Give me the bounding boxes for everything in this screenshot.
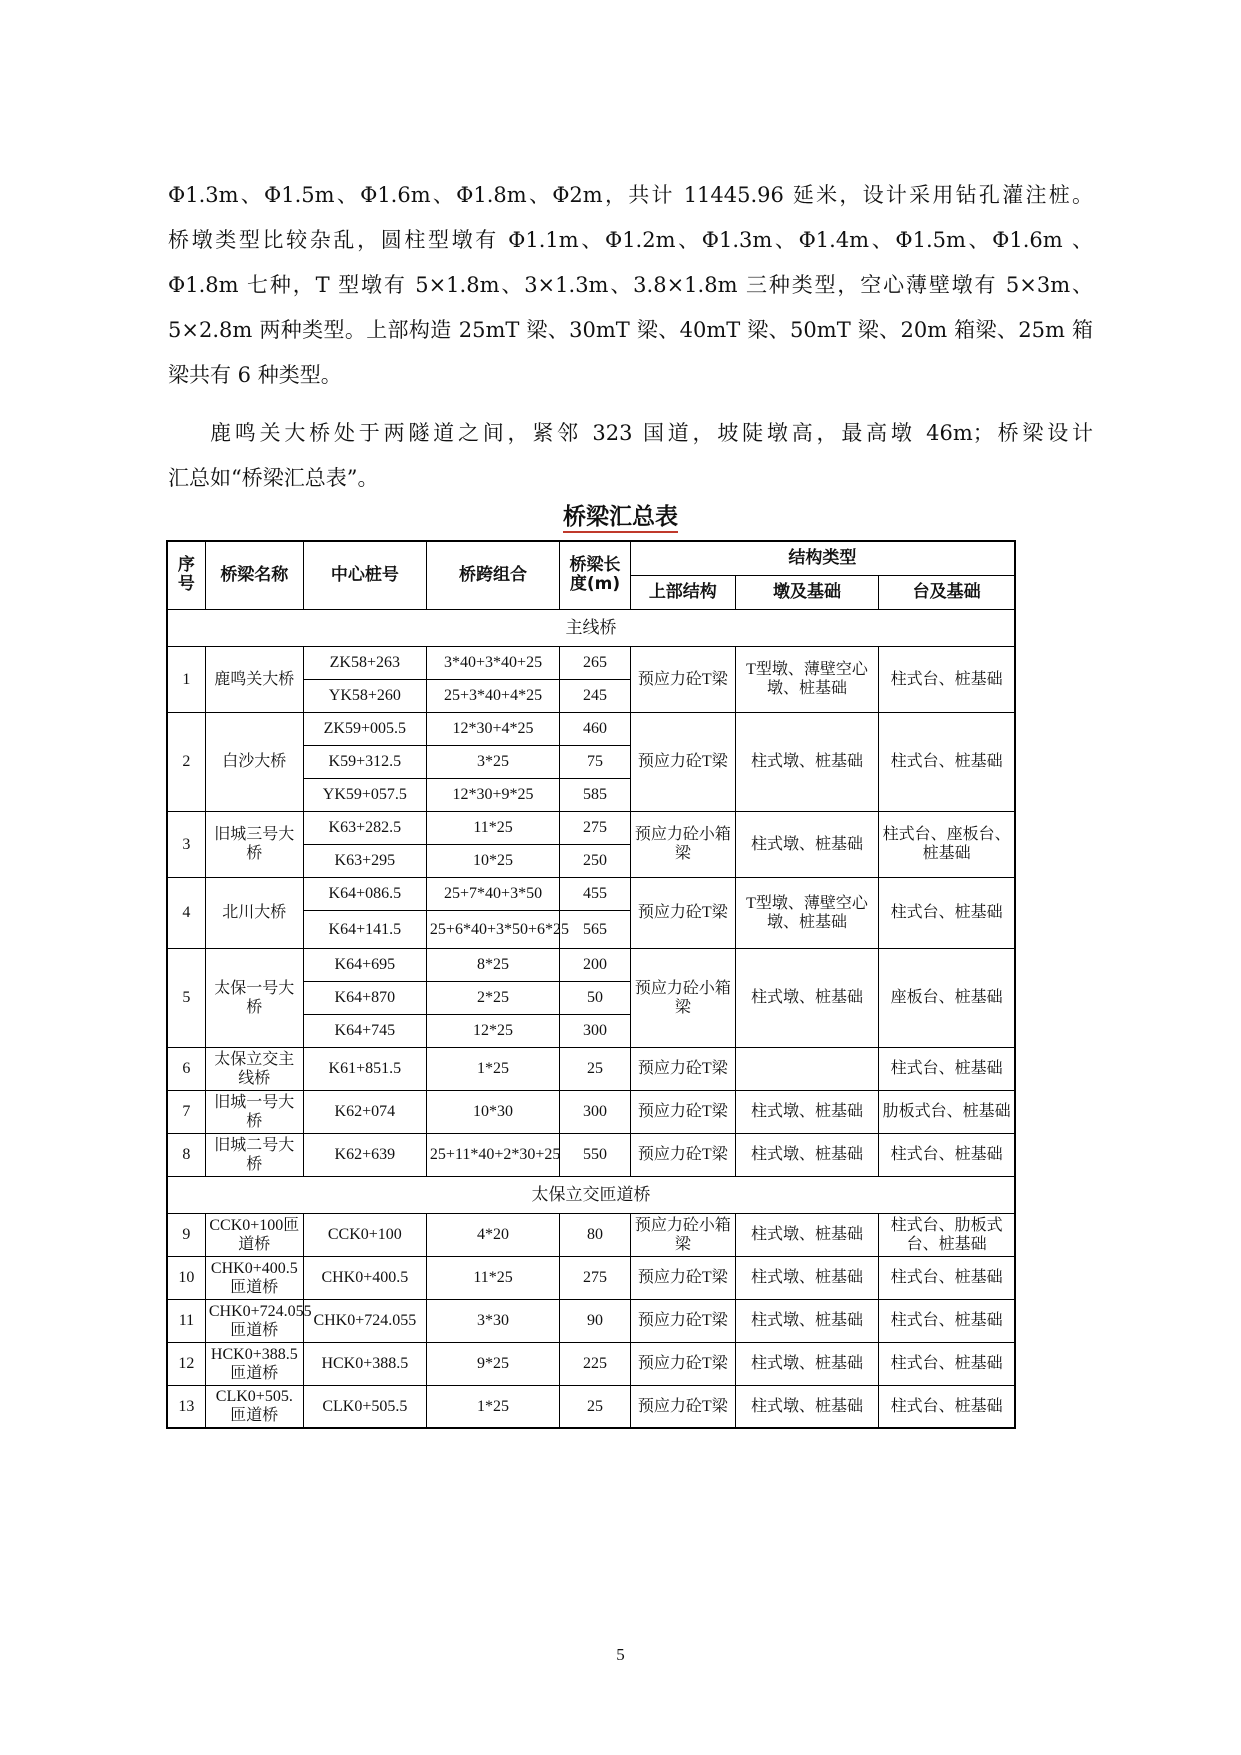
cell-name: CLK0+505.匝道桥	[205, 1385, 303, 1428]
cell-station: CHK0+400.5	[303, 1256, 426, 1299]
paragraph-piles	[168, 173, 1093, 398]
cell-seq: 2	[167, 712, 205, 811]
cell-seq: 3	[167, 811, 205, 877]
table-row	[167, 1047, 1015, 1090]
table-row	[167, 712, 1015, 745]
table-row	[167, 1256, 1015, 1299]
bridge-summary-table	[166, 540, 1016, 1429]
cell-span: 12*30+4*25	[426, 712, 559, 745]
cell-seq: 8	[167, 1133, 205, 1176]
cell-super: 预应力砼T梁	[630, 1299, 735, 1342]
cell-abut: 柱式台、桩基础	[879, 1385, 1015, 1428]
cell-station: K64+086.5	[303, 877, 426, 910]
cell-station: ZK59+005.5	[303, 712, 426, 745]
cell-station: K64+745	[303, 1014, 426, 1047]
cell-seq: 4	[167, 877, 205, 948]
table-row	[167, 1090, 1015, 1133]
cell-span: 25+3*40+4*25	[426, 679, 559, 712]
page-number: 5	[616, 1645, 625, 1664]
cell-length: 250	[560, 844, 631, 877]
cell-name: 旧城三号大桥	[205, 811, 303, 877]
cell-length: 565	[560, 910, 631, 948]
cell-super: 预应力砼T梁	[630, 877, 735, 948]
cell-super: 预应力砼小箱梁	[630, 1213, 735, 1256]
cell-seq: 12	[167, 1342, 205, 1385]
cell-station: K64+141.5	[303, 910, 426, 948]
cell-station: HCK0+388.5	[303, 1342, 426, 1385]
cell-name: 旧城一号大桥	[205, 1090, 303, 1133]
header-length: 桥梁长度(m)	[560, 541, 631, 609]
cell-pier: 柱式墩、桩基础	[735, 1299, 878, 1342]
cell-span: 9*25	[426, 1342, 559, 1385]
table-row	[167, 877, 1015, 910]
cell-station: YK58+260	[303, 679, 426, 712]
cell-station: CCK0+100	[303, 1213, 426, 1256]
table-row	[167, 1213, 1015, 1256]
table-row	[167, 1385, 1015, 1428]
cell-abut: 座板台、桩基础	[879, 948, 1015, 1047]
cell-pier: 柱式墩、桩基础	[735, 1213, 878, 1256]
section-row	[167, 609, 1015, 646]
cell-super: 预应力砼小箱梁	[630, 948, 735, 1047]
cell-pier: 柱式墩、桩基础	[735, 1090, 878, 1133]
cell-span: 11*25	[426, 1256, 559, 1299]
cell-abut: 柱式台、桩基础	[879, 646, 1015, 712]
cell-abut: 柱式台、座板台、桩基础	[879, 811, 1015, 877]
header-name: 桥梁名称	[205, 541, 303, 609]
cell-span: 10*25	[426, 844, 559, 877]
cell-name: 太保一号大桥	[205, 948, 303, 1047]
cell-name: 鹿鸣关大桥	[205, 646, 303, 712]
table-row	[167, 1299, 1015, 1342]
text-line: Φ1.8m 七种，T 型墩有 5×1.8m、3×1.3m、3.8×1.8m 三种类型，空心薄壁墩有 5×3m、	[168, 273, 1093, 297]
cell-pier: 柱式墩、桩基础	[735, 1133, 878, 1176]
cell-super: 预应力砼T梁	[630, 1090, 735, 1133]
cell-super: 预应力砼T梁	[630, 1385, 735, 1428]
cell-seq: 6	[167, 1047, 205, 1090]
cell-length: 25	[560, 1047, 631, 1090]
cell-name: CHK0+724.055匝道桥	[205, 1299, 303, 1342]
table-row	[167, 948, 1015, 981]
cell-super: 预应力砼T梁	[630, 1342, 735, 1385]
cell-seq: 13	[167, 1385, 205, 1428]
cell-length: 275	[560, 1256, 631, 1299]
cell-seq: 10	[167, 1256, 205, 1299]
cell-super: 预应力砼T梁	[630, 712, 735, 811]
cell-seq: 1	[167, 646, 205, 712]
cell-span: 2*25	[426, 981, 559, 1014]
cell-abut: 柱式台、桩基础	[879, 877, 1015, 948]
cell-super: 预应力砼T梁	[630, 1047, 735, 1090]
cell-length: 245	[560, 679, 631, 712]
text-line: 鹿鸣关大桥处于两隧道之间，紧邻 323 国道，坡陡墩高，最高墩 46m；桥梁设计	[210, 421, 1093, 445]
cell-station: K62+639	[303, 1133, 426, 1176]
cell-station: K59+312.5	[303, 745, 426, 778]
cell-seq: 7	[167, 1090, 205, 1133]
header-station: 中心桩号	[303, 541, 426, 609]
cell-station: K63+282.5	[303, 811, 426, 844]
cell-super: 预应力砼T梁	[630, 1133, 735, 1176]
header-structure: 结构类型	[630, 541, 1015, 575]
cell-pier: T型墩、薄壁空心墩、桩基础	[735, 646, 878, 712]
cell-pier: 柱式墩、桩基础	[735, 1342, 878, 1385]
cell-length: 455	[560, 877, 631, 910]
cell-seq: 11	[167, 1299, 205, 1342]
cell-span: 12*30+9*25	[426, 778, 559, 811]
cell-length: 585	[560, 778, 631, 811]
header-pier: 墩及基础	[735, 575, 878, 609]
cell-span: 11*25	[426, 811, 559, 844]
table-body	[167, 609, 1015, 1428]
cell-name: 北川大桥	[205, 877, 303, 948]
cell-abut: 柱式台、桩基础	[879, 1256, 1015, 1299]
section-label: 太保立交匝道桥	[167, 1176, 1015, 1213]
cell-pier: T型墩、薄壁空心墩、桩基础	[735, 877, 878, 948]
cell-span: 25+11*40+2*30+25	[426, 1133, 559, 1176]
cell-span: 3*25	[426, 745, 559, 778]
cell-length: 265	[560, 646, 631, 679]
cell-span: 1*25	[426, 1047, 559, 1090]
cell-station: K64+870	[303, 981, 426, 1014]
cell-abut: 柱式台、肋板式台、桩基础	[879, 1213, 1015, 1256]
table-row	[167, 646, 1015, 679]
cell-length: 550	[560, 1133, 631, 1176]
cell-abut: 柱式台、桩基础	[879, 1299, 1015, 1342]
cell-name: HCK0+388.5匝道桥	[205, 1342, 303, 1385]
cell-super: 预应力砼小箱梁	[630, 811, 735, 877]
cell-station: YK59+057.5	[303, 778, 426, 811]
cell-station: CLK0+505.5	[303, 1385, 426, 1428]
section-label: 主线桥	[167, 609, 1015, 646]
cell-station: K63+295	[303, 844, 426, 877]
text-line: 梁共有 6 种类型。	[168, 363, 342, 387]
cell-seq: 9	[167, 1213, 205, 1256]
text-line: 桥墩类型比较杂乱，圆柱型墩有 Φ1.1m、Φ1.2m、Φ1.3m、Φ1.4m、Φ1.5m、Φ1.6m 、	[168, 228, 1093, 252]
cell-span: 12*25	[426, 1014, 559, 1047]
cell-station: K62+074	[303, 1090, 426, 1133]
cell-span: 3*30	[426, 1299, 559, 1342]
cell-span: 1*25	[426, 1385, 559, 1428]
text-line: Φ1.3m、Φ1.5m、Φ1.6m、Φ1.8m、Φ2m，共计 11445.96 延米，设计采用钻孔灌注桩。	[168, 183, 1093, 207]
table-row	[167, 1133, 1015, 1176]
cell-pier: 柱式墩、桩基础	[735, 1256, 878, 1299]
cell-span: 10*30	[426, 1090, 559, 1133]
cell-abut: 柱式台、桩基础	[879, 1047, 1015, 1090]
cell-pier: 柱式墩、桩基础	[735, 948, 878, 1047]
table-title: 桥梁汇总表	[0, 498, 1241, 531]
cell-pier	[735, 1047, 878, 1090]
header-seq: 序号	[167, 541, 205, 609]
text-line: 汇总如“桥梁汇总表”。	[168, 466, 379, 490]
header-abut: 台及基础	[879, 575, 1015, 609]
cell-length: 200	[560, 948, 631, 981]
cell-abut: 肋板式台、桩基础	[879, 1090, 1015, 1133]
cell-span: 25+6*40+3*50+6*25	[426, 910, 559, 948]
cell-station: ZK58+263	[303, 646, 426, 679]
cell-pier: 柱式墩、桩基础	[735, 1385, 878, 1428]
cell-length: 50	[560, 981, 631, 1014]
cell-name: CHK0+400.5匝道桥	[205, 1256, 303, 1299]
table-row	[167, 1342, 1015, 1385]
cell-length: 275	[560, 811, 631, 844]
cell-name: CCK0+100匝道桥	[205, 1213, 303, 1256]
cell-super: 预应力砼T梁	[630, 646, 735, 712]
cell-pier: 柱式墩、桩基础	[735, 811, 878, 877]
cell-name: 太保立交主线桥	[205, 1047, 303, 1090]
cell-length: 75	[560, 745, 631, 778]
cell-length: 80	[560, 1213, 631, 1256]
cell-abut: 柱式台、桩基础	[879, 712, 1015, 811]
cell-span: 25+7*40+3*50	[426, 877, 559, 910]
cell-name: 白沙大桥	[205, 712, 303, 811]
cell-station: CHK0+724.055	[303, 1299, 426, 1342]
cell-name: 旧城二号大桥	[205, 1133, 303, 1176]
cell-pier: 柱式墩、桩基础	[735, 712, 878, 811]
header-super: 上部结构	[630, 575, 735, 609]
section-row	[167, 1176, 1015, 1213]
table-row	[167, 811, 1015, 844]
cell-length: 300	[560, 1090, 631, 1133]
cell-span: 3*40+3*40+25	[426, 646, 559, 679]
cell-length: 225	[560, 1342, 631, 1385]
cell-abut: 柱式台、桩基础	[879, 1133, 1015, 1176]
cell-station: K61+851.5	[303, 1047, 426, 1090]
cell-super: 预应力砼T梁	[630, 1256, 735, 1299]
header-span: 桥跨组合	[426, 541, 559, 609]
cell-abut: 柱式台、桩基础	[879, 1342, 1015, 1385]
cell-length: 460	[560, 712, 631, 745]
paragraph-luming	[168, 411, 1093, 501]
cell-span: 4*20	[426, 1213, 559, 1256]
cell-length: 25	[560, 1385, 631, 1428]
cell-span: 8*25	[426, 948, 559, 981]
cell-length: 90	[560, 1299, 631, 1342]
cell-seq: 5	[167, 948, 205, 1047]
cell-length: 300	[560, 1014, 631, 1047]
cell-station: K64+695	[303, 948, 426, 981]
text-line: 5×2.8m 两种类型。上部构造 25mT 梁、30mT 梁、40mT 梁、50mT 梁、20m 箱梁、25m 箱	[168, 318, 1093, 342]
